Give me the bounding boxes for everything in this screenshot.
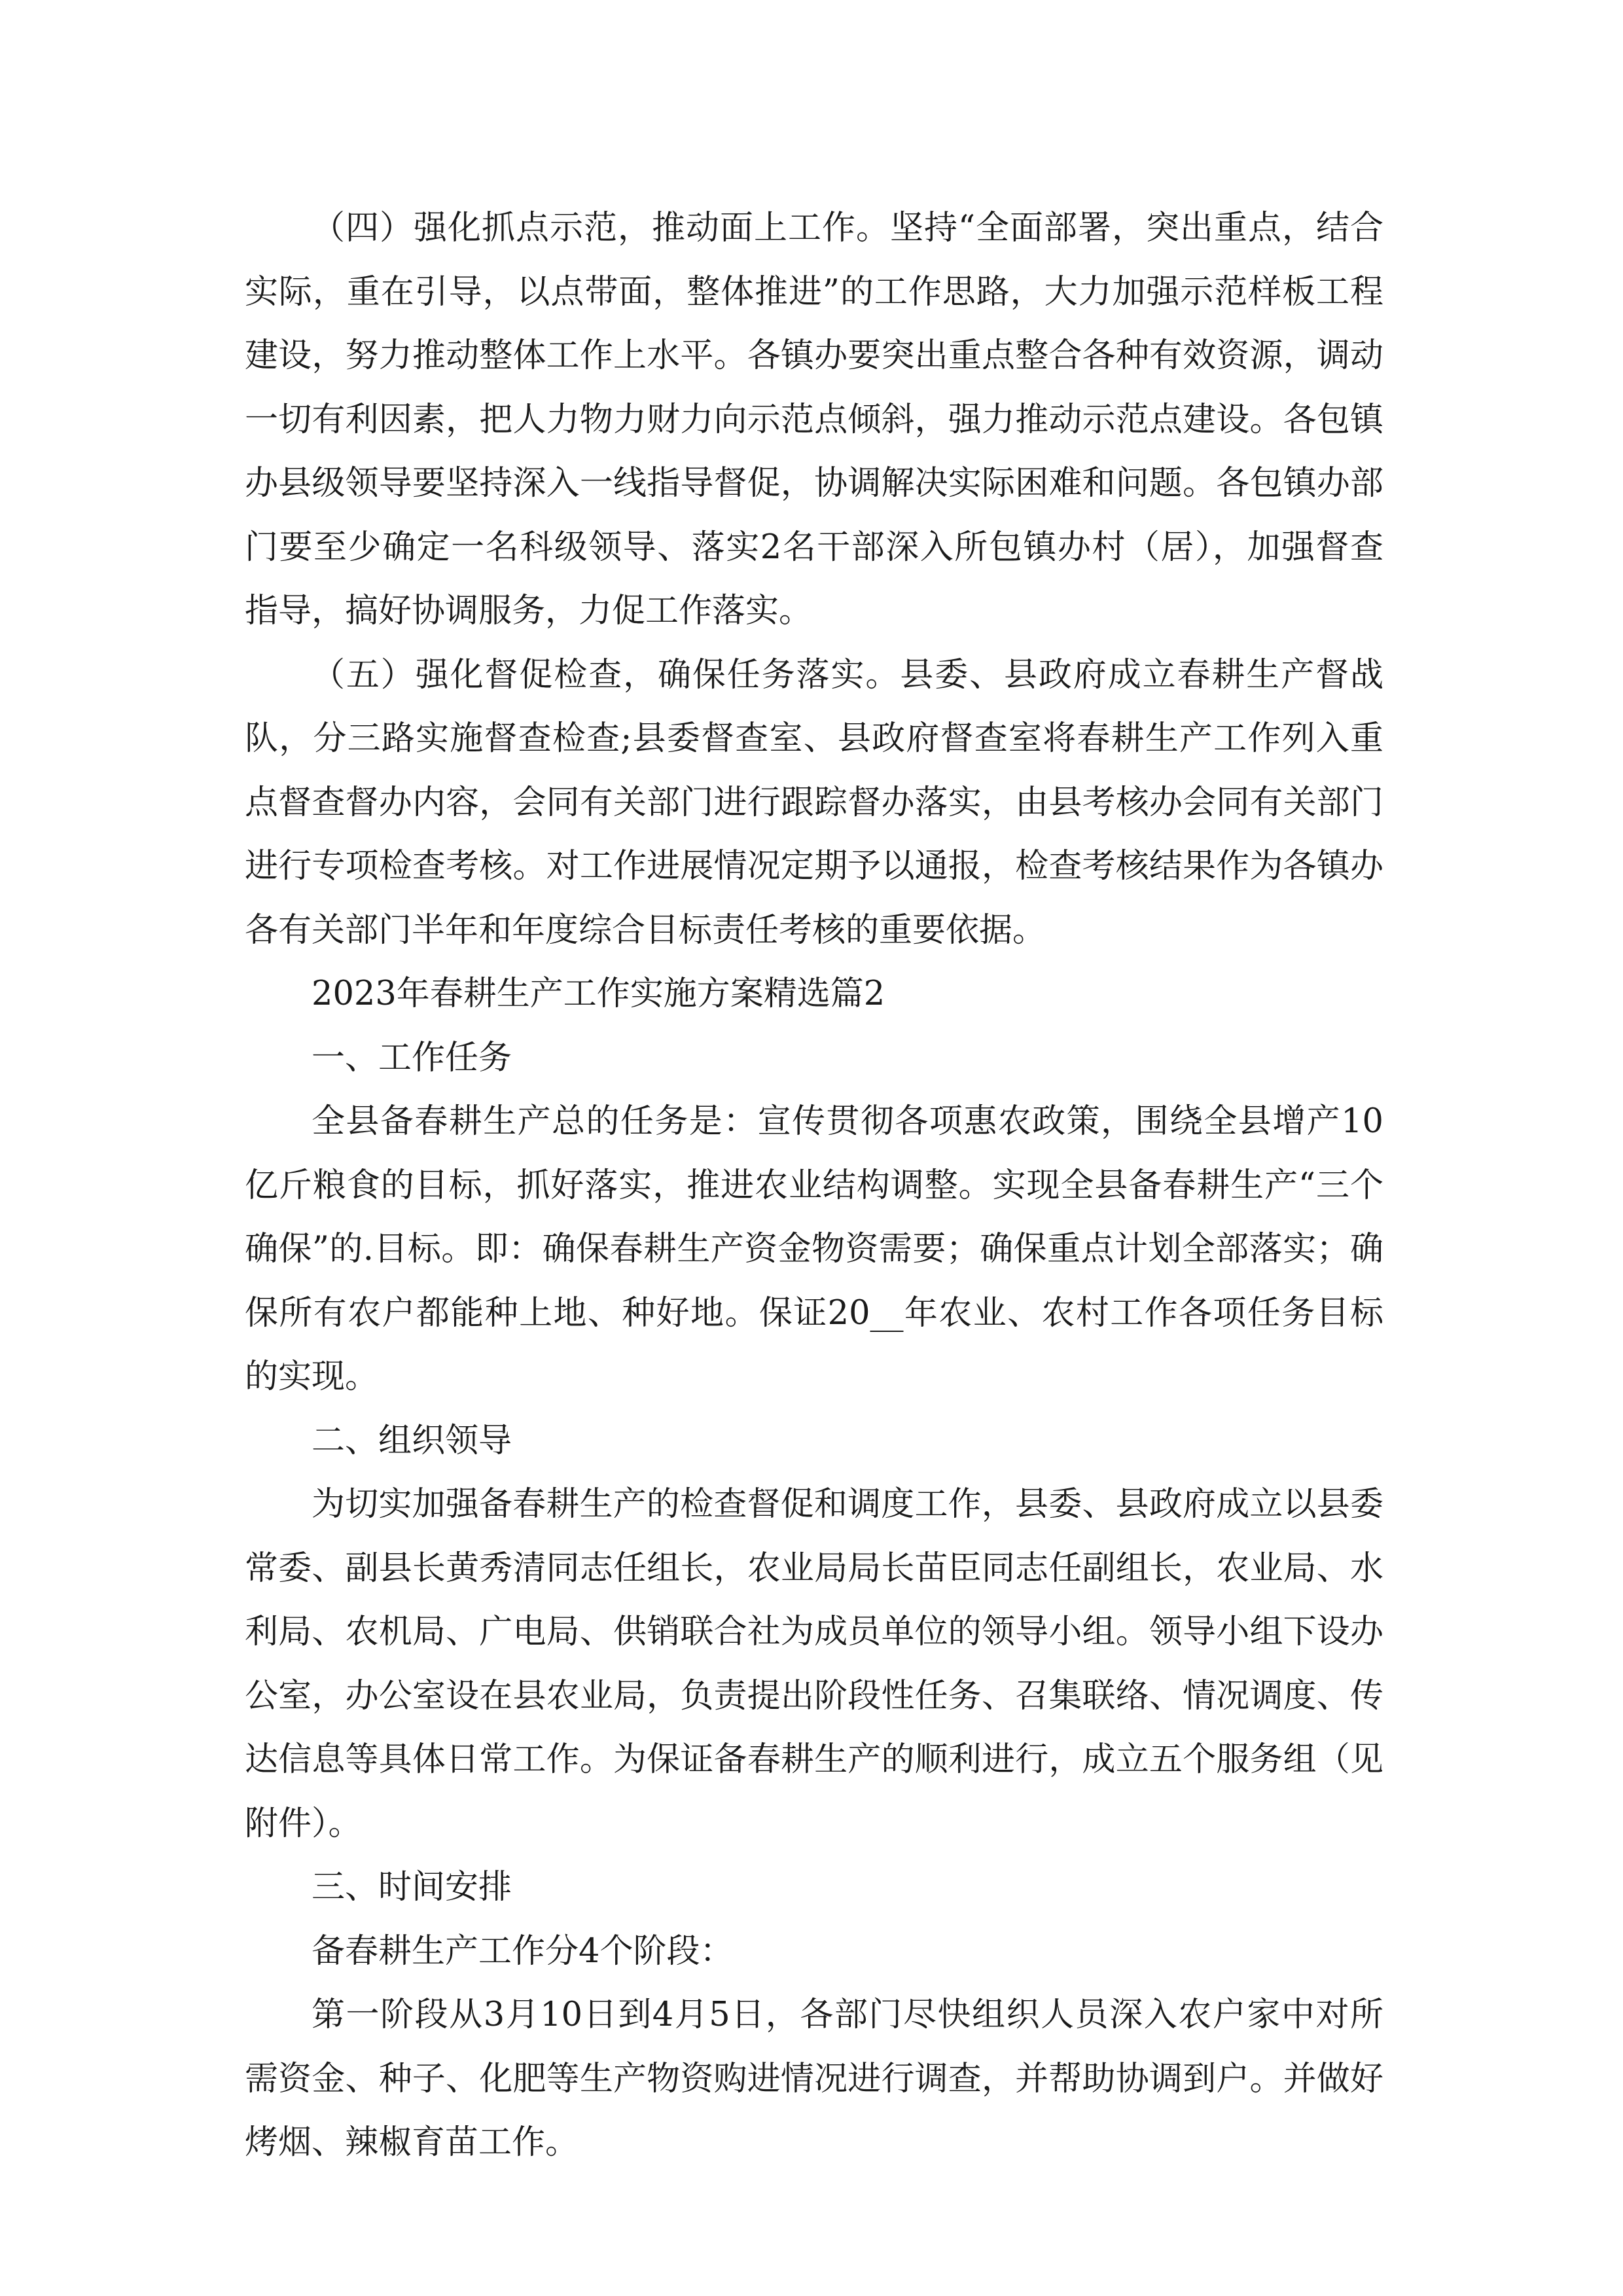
section-title: 2023年春耕生产工作实施方案精选篇2: [312, 975, 885, 1013]
paragraph-four-stages: 备春耕生产工作分4个阶段：: [312, 1931, 734, 1971]
paragraph-work-tasks: 全县备春耕生产总的任务是：宣传贯彻各项惠农政策，围绕全县增产10亿斤粮食的目标，抓好落实，推进农业结构调整。实现全县备春耕生产“三个确保”的.目标。即：确保春耕生产资金物资需要；确保重点计划全部落实；确保所有农户都能种上地、种好地。保证20__年农业、农村工作各项任务目标的实现。: [245, 1102, 1383, 1396]
paragraph-first-stage: 第一阶段从3月10日到4月5日，各部门尽快组织人员深入农户家中对所需资金、种子、化肥等生产物资购进情况进行调查，并帮助协调到户。并做好烤烟、辣椒育苗工作。: [245, 1996, 1383, 2162]
document-body: [245, 196, 1383, 2175]
heading-organization-leadership: 二、组织领导: [312, 1421, 512, 1460]
paragraph-demonstration-points: （四）强化抓点示范，推动面上工作。坚持“全面部署，突出重点，结合实际，重在引导，以点带面，整体推进”的工作思路，大力加强示范样板工程建设，努力推动整体工作上水平。各镇办要突出重点整合各种有效资源，调动一切有利因素，把人力物力财力向示范点倾斜，强力推动示范点建设。各包镇办县级领导要坚持深入一线指导督促，协调解决实际困难和问题。各包镇办部门要至少确定一名科级领导、落实2名干部深入所包镇办村（居），加强督查指导，搞好协调服务，力促工作落实。: [245, 209, 1383, 630]
heading-time-schedule: 三、时间安排: [312, 1868, 512, 1907]
paragraph-supervision-inspection: （五）强化督促检查，确保任务落实。县委、县政府成立春耕生产督战队，分三路实施督查检查;县委督查室、县政府督查室将春耕生产工作列入重点督查督办内容，会同有关部门进行跟踪督办落实，由县考核办会同有关部门进行专项检查考核。对工作进展情况定期予以通报，检查考核结果作为各镇办各有关部门半年和年度综合目标责任考核的重要依据。: [245, 655, 1383, 950]
paragraph-organization-leadership: 为切实加强备春耕生产的检查督促和调度工作，县委、县政府成立以县委常委、副县长黄秀清同志任组长，农业局局长苗臣同志任副组长，农业局、水利局、农机局、广电局、供销联合社为成员单位的领导小组。领导小组下设办公室，办公室设在县农业局，负责提出阶段性任务、召集联络、情况调度、传达信息等具体日常工作。为保证备春耕生产的顺利进行，成立五个服务组（见附件）。: [245, 1485, 1383, 1843]
heading-work-tasks: 一、工作任务: [312, 1038, 512, 1077]
